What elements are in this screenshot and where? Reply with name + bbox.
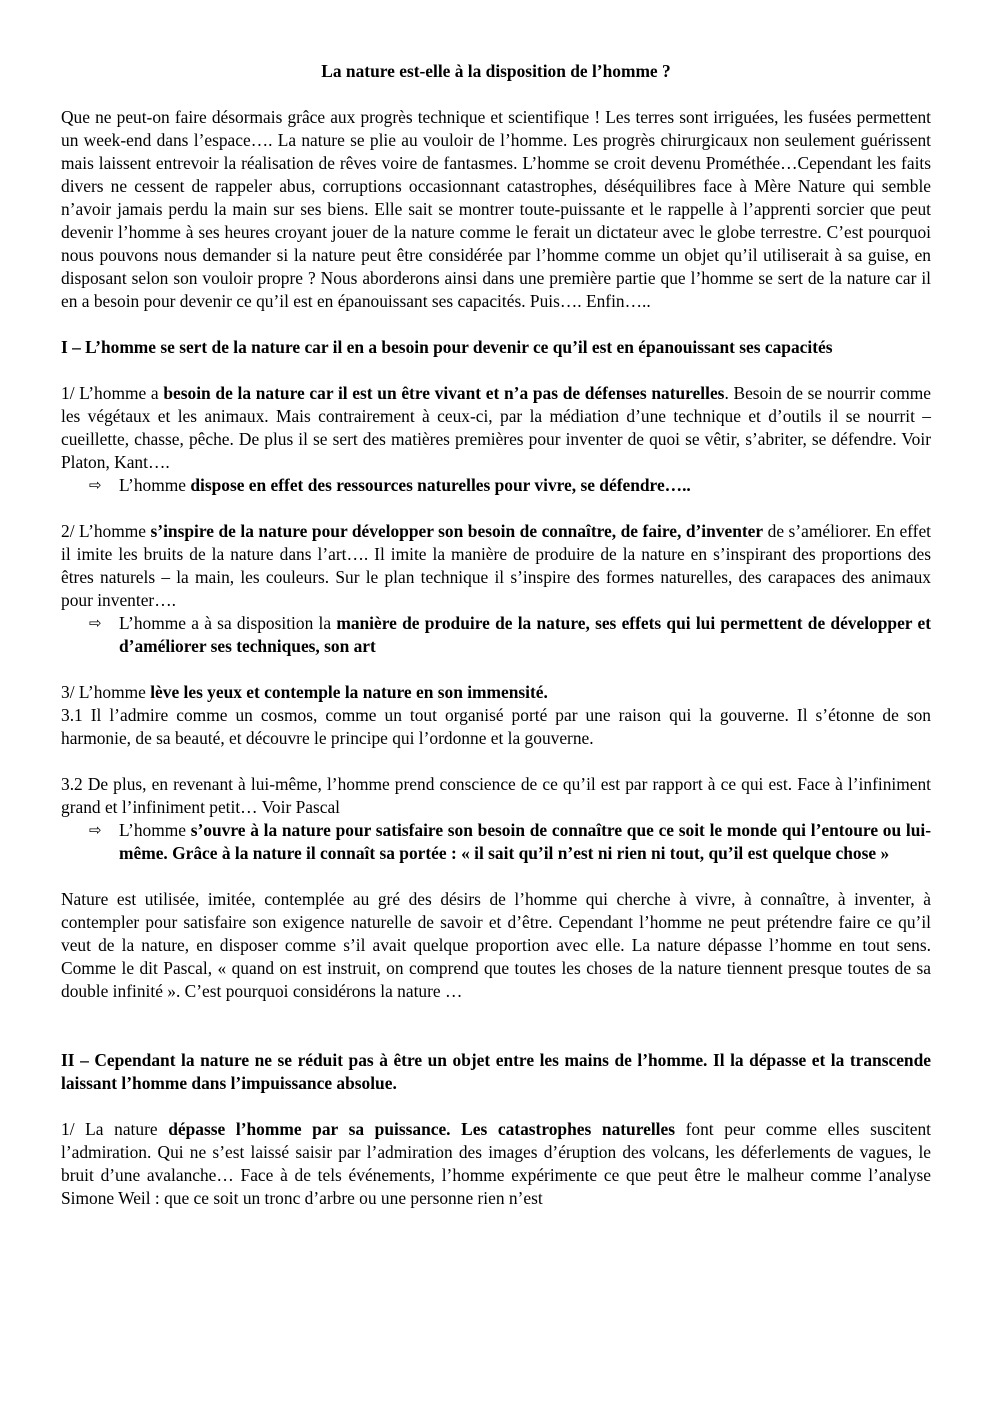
part1-conclusion-paragraph: Nature est utilisée, imitée, contemplée au gré des désirs de l’homme qui cherche à vivre, à connaître, à inventer, à contempler pour satisfaire son exigence naturelle de savoir et d’être. Cependant l’homme ne peut prétendre faire ce qu’il veut de la nature, en disposer comme s’il avait quelque proportion avec elle. La nature dépasse l’homme en tout sens. Comme le dit Pascal, « quand on est instruit, on comprend que toutes les choses de la nature tiennent presque toutes de sa double infinité ». C’est pourquoi considérons la nature … (61, 889, 931, 1001)
part1-section3-conclusion: ⇨ L’homme s’ouvre à la nature pour satisfaire son besoin de connaître que ce soit le monde qui l’entoure ou lui-même. Grâce à la nature il connaît sa portée : « il sait qu’il n’est ni rien ni tout, qu’il est quelque chose » (89, 820, 932, 863)
part1-section3-title: 3/ L’homme lève les yeux et contemple la nature en son immensité. (61, 682, 548, 702)
part2-heading: II – Cependant la nature ne se réduit pas à être un objet entre les mains de l’homme. Il la dépasse et la transcende laissant l’homme dans l’impuissance absolue. (61, 1050, 931, 1093)
arrow-right-icon: ⇨ (89, 476, 102, 494)
part1-section3-2-paragraph: 3.2 De plus, en revenant à lui-même, l’homme prend conscience de ce qu’il est par rapport à ce qui est. Face à l’infiniment grand et l’infiniment petit… Voir Pascal (61, 774, 931, 817)
document-page (61, 60, 931, 1210)
part1-section1-paragraph: 1/ L’homme a besoin de la nature car il est un être vivant et n’a pas de défenses naturelles. Besoin de se nourrir comme les végétaux et les animaux. Mais contrairement à ceux-ci, par la médiation d’une technique et d’outils il se nourrit – cueillette, chasse, pêche. De plus il se sert des matières premières pour inventer de quoi se vêtir, s’abriter, se défendre. Voir Platon, Kant…. (61, 383, 932, 472)
part1-section3-1-paragraph: 3.1 Il l’admire comme un cosmos, comme un tout organisé porté par une raison qui la gouverne. Il s’étonne de son harmonie, de sa beauté, et découvre le principe qui l’ordonne et la gouverne. (61, 705, 931, 748)
part1-heading: I – L’homme se sert de la nature car il en a besoin pour devenir ce qu’il est en épanouissant ses capacités (61, 337, 833, 357)
arrow-right-icon: ⇨ (89, 614, 102, 632)
part2-section1-paragraph: 1/ La nature dépasse l’homme par sa puissance. Les catastrophes naturelles font peur comme elles suscitent l’admiration. Qui ne s’est laissé saisir par l’admiration des images d’éruption des volcans, les déferlements de vagues, le bruit d’une avalanche… Face à de tels événements, l’homme expérimente ce que peut être le malheur comme l’analyse Simone Weil : que ce soit un tronc d’arbre ou une personne rien n’est (61, 1119, 931, 1208)
part1-section2-conclusion: ⇨ L’homme a à sa disposition la manière de produire de la nature, ses effets qui lui permettent de développer et d’améliorer ses techniques, son art (89, 613, 931, 656)
introduction-paragraph: Que ne peut-on faire désormais grâce aux progrès technique et scientifique ! Les terres sont irriguées, les fusées permettent un week-end dans l’espace…. La nature se plie au vouloir de l’homme. Les progrès chirurgicaux non seulement guérissent mais laissent entrevoir la réalisation de rêves voire de fantasmes. L’homme se croit devenu Prométhée…Cependant les faits divers ne cessent de rappeler abus, corruptions occasionnant catastrophes, déséquilibres face à Mère Nature qui semble n’avoir jamais perdu la main sur ses biens. Elle sait se montrer toute-puissante et le rappelle à l’apprenti sorcier que peut devenir l’homme à ses heures croyant jouer de la nature comme le ferait un dictateur avec le globe terrestre. C’est pourquoi nous pouvons nous demander si la nature peut être considérée par l’homme comme un objet qu’il utiliserait à sa guise, en disposant selon son vouloir propre ? Nous aborderons ainsi dans une première partie que l’homme se sert de la nature car il en a besoin pour devenir ce qu’il est en épanouissant ses capacités. Puis…. Enfin….. (61, 107, 931, 311)
part1-section2-paragraph: 2/ L’homme s’inspire de la nature pour développer son besoin de connaître, de faire, d’inventer de s’améliorer. En effet il imite les bruits de la nature dans l’art…. Il imite la manière de produire de la nature en s’inspirant des proportions des êtres naturels – la main, les couleurs. Sur le plan technique il s’inspire des formes naturelles, des carapaces des animaux pour inventer…. (61, 521, 932, 610)
part1-section1-conclusion: ⇨ L’homme dispose en effet des ressources naturelles pour vivre, se défendre….. (89, 475, 691, 495)
arrow-right-icon: ⇨ (89, 821, 102, 839)
document-title: La nature est-elle à la disposition de l’homme ? (321, 61, 671, 81)
